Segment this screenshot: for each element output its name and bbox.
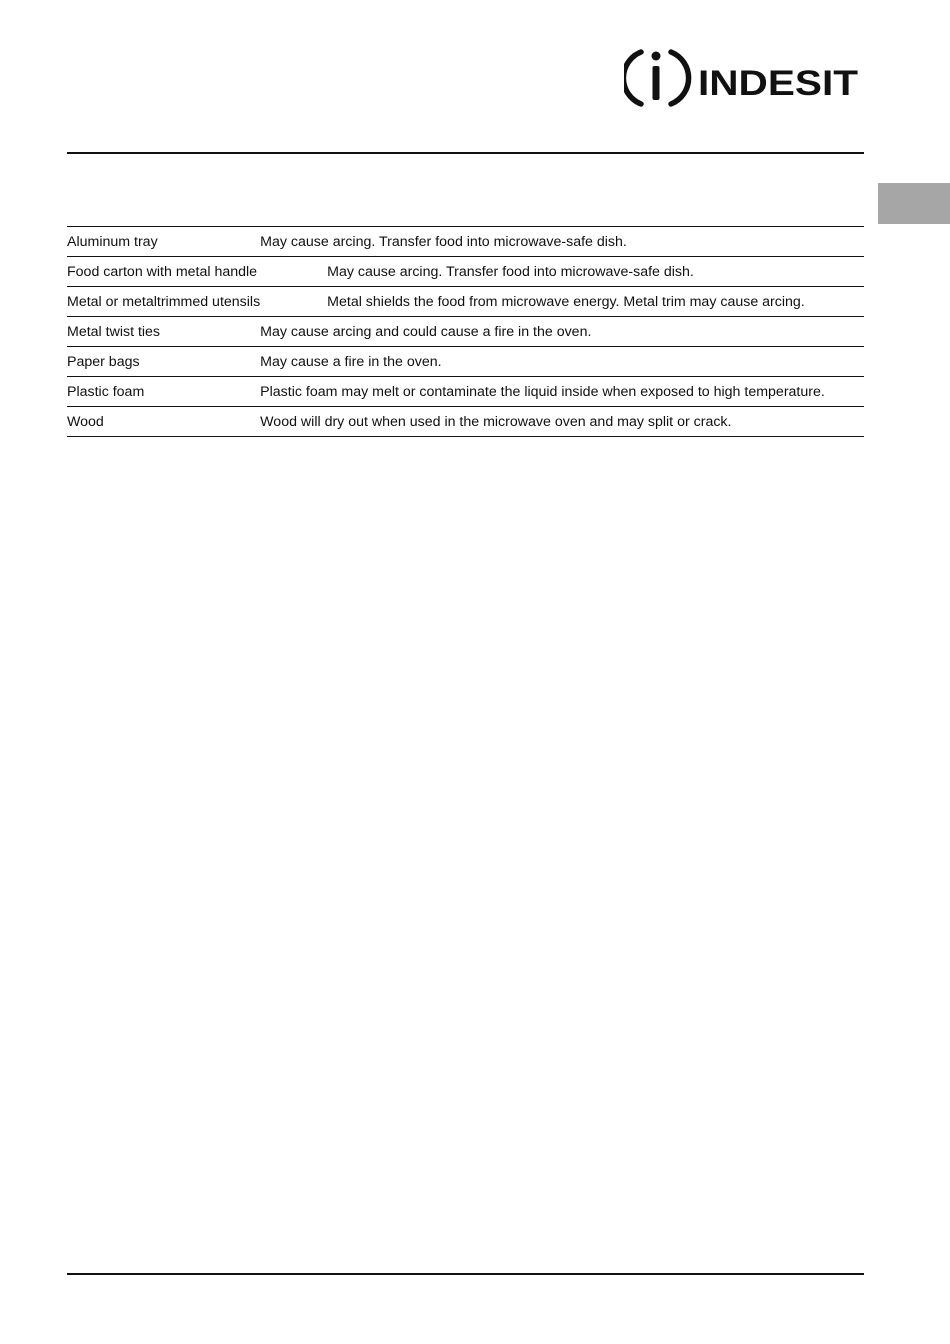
item-cell: Plastic foam (67, 377, 260, 407)
table-row (67, 377, 864, 407)
section-tab (878, 183, 950, 224)
table-row (67, 257, 864, 287)
table-row (67, 287, 864, 317)
item-cell: Metal twist ties (67, 317, 260, 347)
note-text: May cause arcing. Transfer food into microwave-safe dish. (327, 263, 694, 280)
note-text: Metal shields the food from microwave energy. Metal trim may cause arcing. (327, 293, 805, 310)
note-cell: May cause a fire in the oven. (260, 347, 864, 377)
table-row (67, 407, 864, 437)
footer-rule (67, 1273, 864, 1275)
header-rule (67, 152, 864, 154)
item-cell: Paper bags (67, 347, 260, 377)
item-cell: Metal or metaltrimmed utensils (67, 287, 260, 317)
note-cell (260, 257, 864, 287)
note-cell: May cause arcing. Transfer food into microwave-safe dish. (260, 227, 864, 257)
table-row (67, 317, 864, 347)
item-cell: Wood (67, 407, 260, 437)
table-row (67, 227, 864, 257)
note-cell: Wood will dry out when used in the microwave oven and may split or crack. (260, 407, 864, 437)
materials-table (67, 226, 864, 437)
note-cell: May cause arcing and could cause a fire in the oven. (260, 317, 864, 347)
brand-wordmark: INDESIT (698, 64, 858, 103)
brand-logo (624, 44, 864, 112)
note-cell: Plastic foam may melt or contaminate the liquid inside when exposed to high temperature. (260, 377, 864, 407)
item-cell: Food carton with metal handle (67, 257, 260, 287)
item-cell: Aluminum tray (67, 227, 260, 257)
table-row (67, 347, 864, 377)
note-cell (260, 287, 864, 317)
indesit-i-logo-icon (624, 52, 689, 105)
